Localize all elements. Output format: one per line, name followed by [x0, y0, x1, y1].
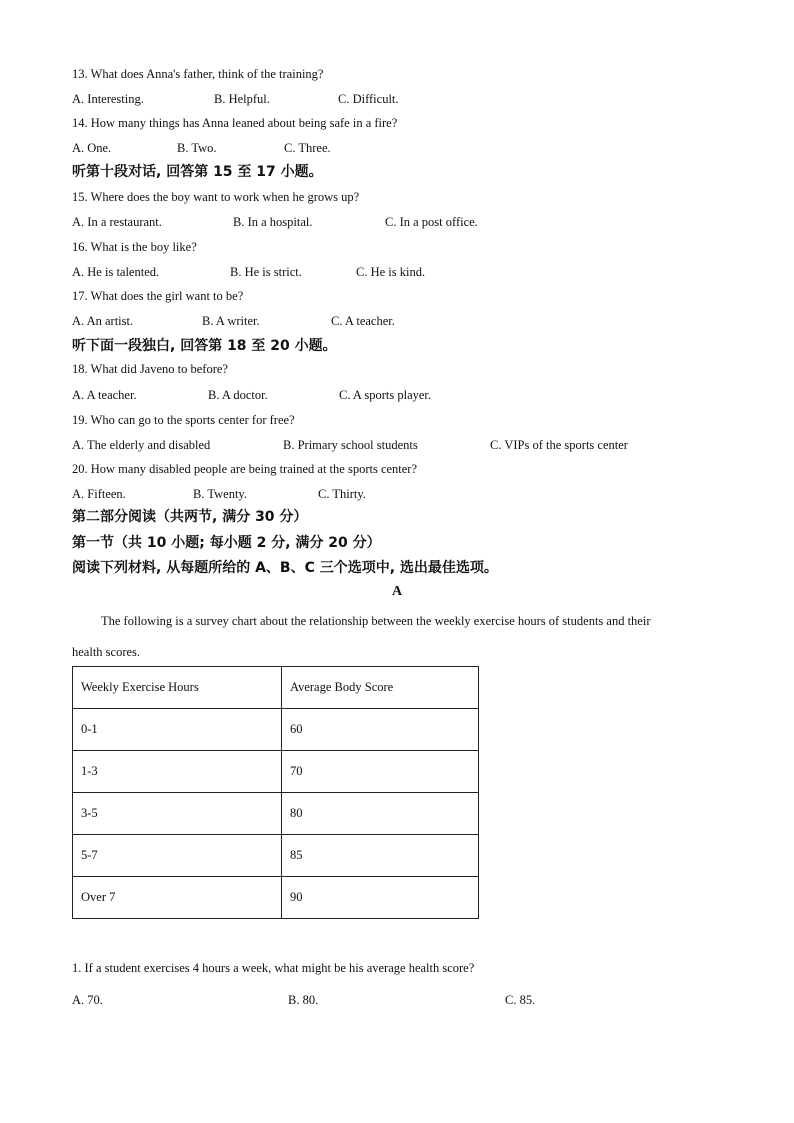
q17-option-a: A. An artist.	[72, 314, 134, 328]
reading-instruction: 阅读下列材料, 从每题所给的 A、B、C 三个选项中, 选出最佳选项。	[72, 560, 498, 576]
table-cell-hours: 5-7	[73, 835, 282, 877]
q15-option-c: C. In a post office.	[385, 215, 478, 229]
passage-label: A	[391, 584, 403, 599]
q14-option-a: A. One.	[72, 141, 112, 155]
q18-option-c: C. A sports player.	[339, 388, 432, 402]
question-17: 17. What does the girl want to be?	[72, 289, 244, 303]
question-20: 20. How many disabled people are being trained at the sports center?	[72, 462, 418, 476]
q19-option-c: C. VIPs of the sports center	[490, 438, 628, 452]
header-average-body-score: Average Body Score	[282, 667, 479, 709]
intro-line-2: health scores.	[72, 645, 141, 659]
table-row	[73, 835, 479, 877]
table-cell-hours: Over 7	[73, 877, 282, 919]
section-1-heading: 第一节（共 10 小题; 每小题 2 分, 满分 20 分）	[72, 535, 381, 551]
table-row	[73, 751, 479, 793]
section-10-heading: 听第十段对话, 回答第 15 至 17 小题。	[72, 164, 323, 180]
q19-option-a: A. The elderly and disabled	[72, 438, 211, 452]
question-14: 14. How many things has Anna leaned about being safe in a fire?	[72, 116, 398, 130]
q13-option-a: A. Interesting.	[72, 92, 144, 106]
question-18: 18. What did Javeno to before?	[72, 362, 228, 376]
table-row	[73, 877, 479, 919]
table-cell-score: 85	[282, 835, 479, 877]
q14-option-c: C. Three.	[284, 141, 331, 155]
table-header-row	[73, 667, 479, 709]
table-cell-score: 60	[282, 709, 479, 751]
header-weekly-exercise-hours: Weekly Exercise Hours	[73, 667, 282, 709]
intro-line-1: The following is a survey chart about the relationship between the weekly exercise hours of students and their	[101, 614, 651, 628]
q18-option-a: A. A teacher.	[72, 388, 137, 402]
q16-option-b: B. He is strict.	[230, 265, 302, 279]
question-15: 15. Where does the boy want to work when he grows up?	[72, 190, 360, 204]
q20-option-b: B. Twenty.	[193, 487, 247, 501]
q18-option-b: B. A doctor.	[208, 388, 268, 402]
q16-option-a: A. He is talented.	[72, 265, 160, 279]
table-cell-score: 70	[282, 751, 479, 793]
question-13: 13. What does Anna's father, think of the training?	[72, 67, 324, 81]
q15-option-b: B. In a hospital.	[233, 215, 313, 229]
table-cell-hours: 1-3	[73, 751, 282, 793]
q14-option-b: B. Two.	[177, 141, 217, 155]
q16-option-c: C. He is kind.	[356, 265, 426, 279]
q20-option-c: C. Thirty.	[318, 487, 366, 501]
table-row	[73, 709, 479, 751]
survey-table	[72, 666, 479, 919]
q17-option-c: C. A teacher.	[331, 314, 395, 328]
table-cell-score: 90	[282, 877, 479, 919]
monologue-heading: 听下面一段独白, 回答第 18 至 20 小题。	[72, 338, 337, 354]
q1-option-b: B. 80.	[288, 993, 319, 1007]
table-cell-hours: 3-5	[73, 793, 282, 835]
question-16: 16. What is the boy like?	[72, 240, 197, 254]
q17-option-b: B. A writer.	[202, 314, 260, 328]
part-2-heading: 第二部分阅读（共两节, 满分 30 分）	[72, 509, 308, 525]
q20-option-a: A. Fifteen.	[72, 487, 126, 501]
q15-option-a: A. In a restaurant.	[72, 215, 162, 229]
table-row	[73, 793, 479, 835]
question-1: 1. If a student exercises 4 hours a week, what might be his average health score?	[72, 961, 475, 975]
q1-option-a: A. 70.	[72, 993, 103, 1007]
q1-option-c: C. 85.	[505, 993, 536, 1007]
table-cell-score: 80	[282, 793, 479, 835]
q19-option-b: B. Primary school students	[283, 438, 418, 452]
table-cell-hours: 0-1	[73, 709, 282, 751]
q13-option-b: B. Helpful.	[214, 92, 270, 106]
question-19: 19. Who can go to the sports center for free?	[72, 413, 295, 427]
q13-option-c: C. Difficult.	[338, 92, 399, 106]
